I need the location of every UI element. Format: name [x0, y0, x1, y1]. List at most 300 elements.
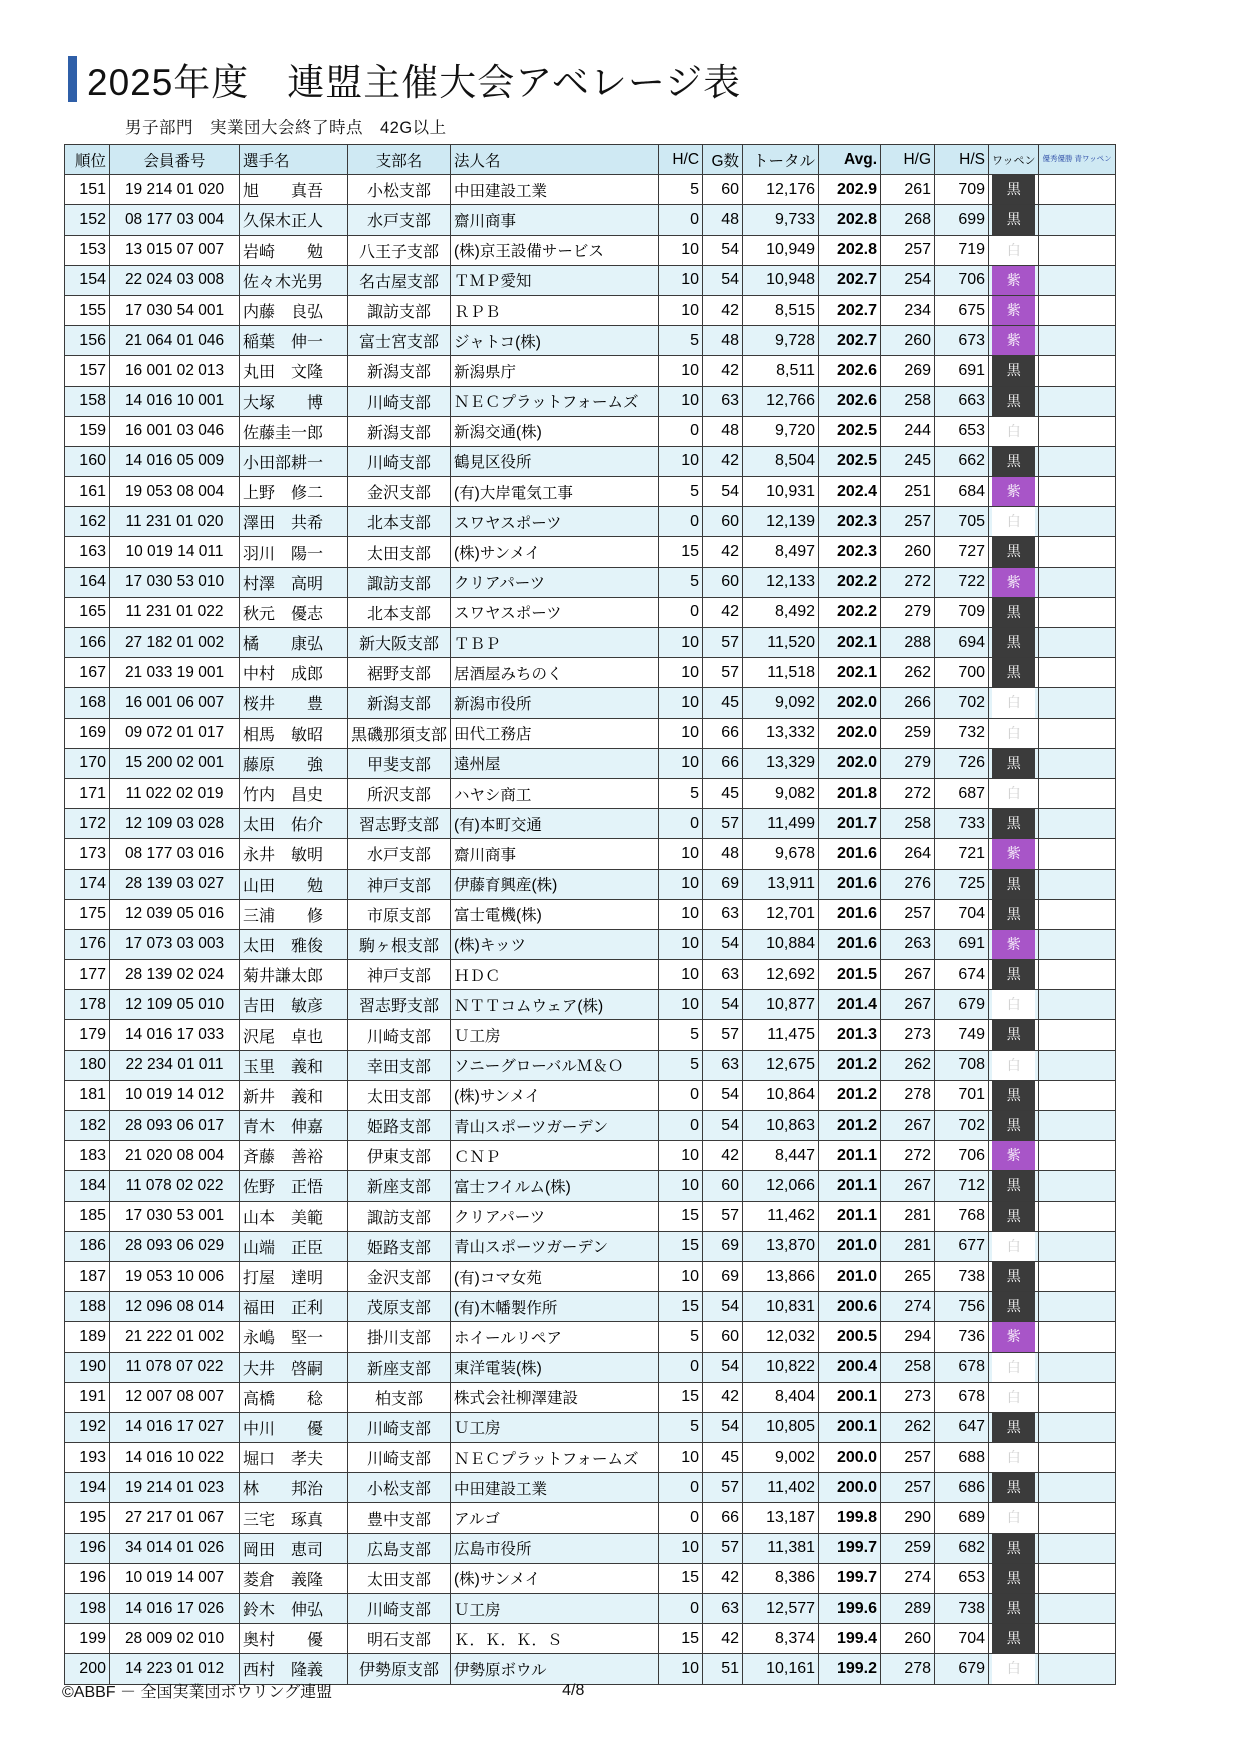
cell-corp: クリアパーツ	[451, 1201, 659, 1231]
table-row	[65, 1050, 1116, 1080]
cell-avg: 201.2	[819, 1050, 881, 1080]
cell-rank: 157	[65, 356, 110, 386]
cell-g: 66	[703, 1503, 743, 1533]
cell-avg: 199.6	[819, 1594, 881, 1624]
cell-id: 17 030 54 001	[110, 295, 240, 325]
cell-corp: Ｋ．Ｋ．Ｋ．Ｓ	[451, 1624, 659, 1654]
wappen-badge: 白	[992, 719, 1035, 748]
cell-hs: 678	[935, 1382, 989, 1412]
cell-avg: 199.7	[819, 1533, 881, 1563]
table-body	[65, 175, 1116, 1684]
cell-avg: 202.7	[819, 326, 881, 356]
cell-wappen	[989, 628, 1039, 658]
cell-id: 17 030 53 010	[110, 567, 240, 597]
cell-rank: 161	[65, 477, 110, 507]
cell-id: 11 022 02 019	[110, 778, 240, 808]
cell-blue-wappen	[1039, 1563, 1115, 1593]
cell-g: 57	[703, 658, 743, 688]
cell-rank: 196	[65, 1533, 110, 1563]
cell-g: 60	[703, 507, 743, 537]
cell-corp: 青山スポーツガーデン	[451, 1111, 659, 1141]
cell-corp: 新潟交通(株)	[451, 416, 659, 446]
cell-hg: 259	[881, 1533, 935, 1563]
cell-wappen	[989, 356, 1039, 386]
cell-hg: 274	[881, 1292, 935, 1322]
cell-total: 13,870	[743, 1231, 819, 1261]
cell-total: 12,032	[743, 1322, 819, 1352]
cell-wappen	[989, 1352, 1039, 1382]
cell-corp: ハヤシ商工	[451, 778, 659, 808]
cell-hs: 706	[935, 1141, 989, 1171]
cell-hg: 269	[881, 356, 935, 386]
cell-hg: 257	[881, 235, 935, 265]
cell-hs: 694	[935, 628, 989, 658]
cell-total: 13,329	[743, 748, 819, 778]
cell-avg: 201.6	[819, 839, 881, 869]
cell-id: 19 053 08 004	[110, 477, 240, 507]
table-row	[65, 235, 1116, 265]
title-accent-bar	[68, 56, 77, 102]
cell-blue-wappen	[1039, 869, 1115, 899]
cell-blue-wappen	[1039, 175, 1115, 205]
cell-blue-wappen	[1039, 507, 1115, 537]
cell-g: 63	[703, 386, 743, 416]
cell-g: 48	[703, 839, 743, 869]
cell-wappen	[989, 1533, 1039, 1563]
cell-hc: 10	[659, 748, 703, 778]
cell-total: 10,864	[743, 1080, 819, 1110]
cell-name: 羽川 陽一	[240, 537, 348, 567]
cell-wappen	[989, 1020, 1039, 1050]
cell-rank: 198	[65, 1594, 110, 1624]
wappen-badge: 白	[992, 779, 1035, 808]
cell-total: 10,161	[743, 1654, 819, 1684]
cell-avg: 202.7	[819, 295, 881, 325]
wappen-badge: 黒	[992, 205, 1035, 234]
cell-wappen	[989, 1050, 1039, 1080]
table-row	[65, 326, 1116, 356]
cell-name: 佐野 正悟	[240, 1171, 348, 1201]
cell-rank: 180	[65, 1050, 110, 1080]
cell-branch: 黒磯那須支部	[348, 718, 451, 748]
cell-avg: 202.8	[819, 205, 881, 235]
cell-total: 13,187	[743, 1503, 819, 1533]
cell-g: 48	[703, 326, 743, 356]
cell-hg: 281	[881, 1231, 935, 1261]
cell-wappen	[989, 778, 1039, 808]
cell-name: 太田 佑介	[240, 809, 348, 839]
cell-blue-wappen	[1039, 929, 1115, 959]
cell-avg: 200.1	[819, 1382, 881, 1412]
cell-corp: 遠州屋	[451, 748, 659, 778]
cell-hc: 0	[659, 809, 703, 839]
cell-hg: 276	[881, 869, 935, 899]
wappen-badge: 白	[992, 507, 1035, 536]
cell-id: 28 093 06 017	[110, 1111, 240, 1141]
cell-rank: 158	[65, 386, 110, 416]
cell-hg: 290	[881, 1503, 935, 1533]
cell-total: 10,884	[743, 929, 819, 959]
cell-hc: 10	[659, 960, 703, 990]
cell-rank: 173	[65, 839, 110, 869]
cell-branch: 諏訪支部	[348, 295, 451, 325]
table-row	[65, 748, 1116, 778]
cell-blue-wappen	[1039, 1171, 1115, 1201]
cell-wappen	[989, 658, 1039, 688]
cell-branch: 小松支部	[348, 175, 451, 205]
cell-id: 08 177 03 016	[110, 839, 240, 869]
average-table	[64, 144, 1116, 1685]
cell-blue-wappen	[1039, 537, 1115, 567]
cell-avg: 201.6	[819, 869, 881, 899]
cell-g: 57	[703, 1473, 743, 1503]
cell-corp: 鶴見区役所	[451, 446, 659, 476]
cell-total: 10,931	[743, 477, 819, 507]
cell-total: 9,082	[743, 778, 819, 808]
cell-corp: 齋川商事	[451, 205, 659, 235]
wappen-badge: 黒	[992, 1292, 1035, 1321]
cell-name: 青木 伸嘉	[240, 1111, 348, 1141]
cell-hg: 267	[881, 960, 935, 990]
cell-corp: 東洋電装(株)	[451, 1352, 659, 1382]
table-row	[65, 1352, 1116, 1382]
cell-avg: 201.1	[819, 1171, 881, 1201]
cell-name: 久保木正人	[240, 205, 348, 235]
cell-hc: 15	[659, 1292, 703, 1322]
cell-hs: 733	[935, 809, 989, 839]
cell-hs: 702	[935, 688, 989, 718]
cell-total: 12,701	[743, 899, 819, 929]
table-row	[65, 1111, 1116, 1141]
cell-id: 14 016 17 033	[110, 1020, 240, 1050]
cell-wappen	[989, 1563, 1039, 1593]
cell-branch: 新大阪支部	[348, 628, 451, 658]
cell-branch: 新潟支部	[348, 416, 451, 446]
cell-wappen	[989, 507, 1039, 537]
cell-corp: 中田建設工業	[451, 175, 659, 205]
cell-wappen	[989, 718, 1039, 748]
cell-avg: 199.4	[819, 1624, 881, 1654]
table-row	[65, 567, 1116, 597]
cell-hg: 279	[881, 748, 935, 778]
cell-hc: 10	[659, 839, 703, 869]
cell-hc: 10	[659, 1141, 703, 1171]
cell-avg: 202.2	[819, 567, 881, 597]
cell-hs: 653	[935, 1563, 989, 1593]
cell-total: 12,766	[743, 386, 819, 416]
cell-branch: 名古屋支部	[348, 265, 451, 295]
cell-corp: 中田建設工業	[451, 1473, 659, 1503]
cell-hs: 686	[935, 1473, 989, 1503]
cell-id: 12 109 03 028	[110, 809, 240, 839]
cell-wappen	[989, 326, 1039, 356]
cell-name: 堀口 孝夫	[240, 1443, 348, 1473]
cell-corp: ＴＭＰ愛知	[451, 265, 659, 295]
cell-branch: 裾野支部	[348, 658, 451, 688]
cell-g: 45	[703, 778, 743, 808]
table-row	[65, 778, 1116, 808]
cell-rank: 169	[65, 718, 110, 748]
cell-corp: クリアパーツ	[451, 567, 659, 597]
cell-g: 57	[703, 1020, 743, 1050]
cell-id: 11 078 07 022	[110, 1352, 240, 1382]
cell-corp: Ｕ工房	[451, 1020, 659, 1050]
cell-g: 54	[703, 990, 743, 1020]
cell-hs: 768	[935, 1201, 989, 1231]
table-row	[65, 1322, 1116, 1352]
cell-blue-wappen	[1039, 1201, 1115, 1231]
cell-hg: 245	[881, 446, 935, 476]
cell-blue-wappen	[1039, 265, 1115, 295]
cell-total: 12,066	[743, 1171, 819, 1201]
cell-hs: 756	[935, 1292, 989, 1322]
cell-blue-wappen	[1039, 1624, 1115, 1654]
cell-name: 菱倉 義隆	[240, 1563, 348, 1593]
cell-blue-wappen	[1039, 1261, 1115, 1291]
table-row	[65, 537, 1116, 567]
cell-hg: 263	[881, 929, 935, 959]
cell-hg: 288	[881, 628, 935, 658]
cell-avg: 200.0	[819, 1443, 881, 1473]
cell-rank: 193	[65, 1443, 110, 1473]
cell-hs: 653	[935, 416, 989, 446]
cell-hs: 722	[935, 567, 989, 597]
cell-id: 19 053 10 006	[110, 1261, 240, 1291]
cell-branch: 姫路支部	[348, 1111, 451, 1141]
cell-hg: 257	[881, 899, 935, 929]
cell-corp: (株)サンメイ	[451, 1563, 659, 1593]
cell-avg: 201.5	[819, 960, 881, 990]
page-title: 2025年度 連盟主催大会アベレージ表	[87, 62, 742, 103]
cell-corp: ジャトコ(株)	[451, 326, 659, 356]
cell-hc: 10	[659, 899, 703, 929]
cell-avg: 202.4	[819, 477, 881, 507]
cell-hs: 677	[935, 1231, 989, 1261]
table-header	[65, 145, 1116, 175]
table-row	[65, 1231, 1116, 1261]
col-player-name: 選手名	[240, 145, 348, 175]
table-row	[65, 1080, 1116, 1110]
cell-name: 佐藤圭一郎	[240, 416, 348, 446]
cell-wappen	[989, 809, 1039, 839]
cell-branch: 姫路支部	[348, 1231, 451, 1261]
cell-name: 秋元 優志	[240, 597, 348, 627]
cell-hg: 294	[881, 1322, 935, 1352]
cell-id: 14 016 17 027	[110, 1412, 240, 1442]
table-row	[65, 205, 1116, 235]
cell-hc: 10	[659, 658, 703, 688]
footer	[60, 1679, 1180, 1702]
cell-blue-wappen	[1039, 688, 1115, 718]
cell-total: 8,404	[743, 1382, 819, 1412]
table-row	[65, 688, 1116, 718]
wappen-badge: 紫	[992, 1322, 1035, 1351]
cell-hc: 10	[659, 718, 703, 748]
cell-hg: 264	[881, 839, 935, 869]
cell-branch: 茂原支部	[348, 1292, 451, 1322]
cell-avg: 200.5	[819, 1322, 881, 1352]
cell-id: 19 214 01 023	[110, 1473, 240, 1503]
cell-corp: (有)コマ女苑	[451, 1261, 659, 1291]
cell-wappen	[989, 446, 1039, 476]
table-row	[65, 1020, 1116, 1050]
cell-name: 西村 隆義	[240, 1654, 348, 1684]
cell-branch: 諏訪支部	[348, 567, 451, 597]
cell-wappen	[989, 295, 1039, 325]
cell-rank: 170	[65, 748, 110, 778]
table-row	[65, 1171, 1116, 1201]
cell-hg: 244	[881, 416, 935, 446]
cell-avg: 202.0	[819, 748, 881, 778]
cell-branch: 北本支部	[348, 597, 451, 627]
cell-wappen	[989, 688, 1039, 718]
cell-rank: 192	[65, 1412, 110, 1442]
cell-blue-wappen	[1039, 416, 1115, 446]
cell-branch: 豊中支部	[348, 1503, 451, 1533]
cell-hs: 705	[935, 507, 989, 537]
cell-hg: 234	[881, 295, 935, 325]
cell-rank: 177	[65, 960, 110, 990]
cell-total: 10,805	[743, 1412, 819, 1442]
col-rank: 順位	[65, 145, 110, 175]
cell-hc: 10	[659, 1654, 703, 1684]
cell-wappen	[989, 597, 1039, 627]
cell-blue-wappen	[1039, 748, 1115, 778]
cell-hc: 5	[659, 175, 703, 205]
table-row	[65, 1503, 1116, 1533]
cell-g: 54	[703, 1292, 743, 1322]
cell-avg: 201.4	[819, 990, 881, 1020]
cell-hs: 662	[935, 446, 989, 476]
cell-hc: 15	[659, 537, 703, 567]
cell-wappen	[989, 175, 1039, 205]
cell-blue-wappen	[1039, 658, 1115, 688]
cell-branch: 新座支部	[348, 1352, 451, 1382]
cell-g: 60	[703, 1322, 743, 1352]
cell-name: 福田 正利	[240, 1292, 348, 1322]
cell-g: 60	[703, 1171, 743, 1201]
table-row	[65, 1624, 1116, 1654]
cell-g: 60	[703, 175, 743, 205]
wappen-badge: 黒	[992, 658, 1035, 687]
cell-rank: 183	[65, 1141, 110, 1171]
cell-g: 69	[703, 1231, 743, 1261]
cell-branch: 水戸支部	[348, 839, 451, 869]
cell-rank: 159	[65, 416, 110, 446]
cell-wappen	[989, 1261, 1039, 1291]
cell-hc: 10	[659, 446, 703, 476]
cell-rank: 195	[65, 1503, 110, 1533]
cell-corp: ＮＥＣプラットフォームズ	[451, 1443, 659, 1473]
table-row	[65, 809, 1116, 839]
cell-id: 11 231 01 022	[110, 597, 240, 627]
cell-hs: 688	[935, 1443, 989, 1473]
col-total: トータル	[743, 145, 819, 175]
cell-name: 玉里 義和	[240, 1050, 348, 1080]
cell-hc: 0	[659, 1111, 703, 1141]
cell-name: 奥村 優	[240, 1624, 348, 1654]
cell-rank: 165	[65, 597, 110, 627]
cell-branch: 市原支部	[348, 899, 451, 929]
col-member-id: 会員番号	[110, 145, 240, 175]
cell-avg: 202.5	[819, 416, 881, 446]
cell-rank: 184	[65, 1171, 110, 1201]
cell-corp: (株)京王設備サービス	[451, 235, 659, 265]
cell-name: 鈴木 伸弘	[240, 1594, 348, 1624]
cell-rank: 162	[65, 507, 110, 537]
cell-id: 13 015 07 007	[110, 235, 240, 265]
cell-id: 16 001 06 007	[110, 688, 240, 718]
cell-hg: 268	[881, 205, 935, 235]
cell-blue-wappen	[1039, 1352, 1115, 1382]
cell-id: 27 182 01 002	[110, 628, 240, 658]
cell-corp: 新潟県庁	[451, 356, 659, 386]
cell-blue-wappen	[1039, 718, 1115, 748]
cell-corp: 田代工務店	[451, 718, 659, 748]
cell-rank: 190	[65, 1352, 110, 1382]
cell-corp: 株式会社柳澤建設	[451, 1382, 659, 1412]
cell-corp: ＣＮＰ	[451, 1141, 659, 1171]
cell-total: 10,831	[743, 1292, 819, 1322]
cell-id: 28 009 02 010	[110, 1624, 240, 1654]
cell-corp: (株)サンメイ	[451, 537, 659, 567]
cell-name: 上野 修二	[240, 477, 348, 507]
cell-rank: 199	[65, 1624, 110, 1654]
cell-branch: 川崎支部	[348, 1412, 451, 1442]
cell-rank: 189	[65, 1322, 110, 1352]
cell-avg: 202.0	[819, 718, 881, 748]
cell-rank: 154	[65, 265, 110, 295]
cell-wappen	[989, 205, 1039, 235]
cell-name: 林 邦治	[240, 1473, 348, 1503]
cell-id: 08 177 03 004	[110, 205, 240, 235]
cell-blue-wappen	[1039, 567, 1115, 597]
cell-branch: 習志野支部	[348, 990, 451, 1020]
cell-id: 14 223 01 012	[110, 1654, 240, 1684]
cell-hs: 663	[935, 386, 989, 416]
cell-g: 63	[703, 1050, 743, 1080]
wappen-badge: 黒	[992, 1081, 1035, 1110]
cell-rank: 167	[65, 658, 110, 688]
wappen-badge: 黒	[992, 1473, 1035, 1502]
cell-g: 48	[703, 416, 743, 446]
cell-blue-wappen	[1039, 1080, 1115, 1110]
cell-rank: 163	[65, 537, 110, 567]
cell-rank: 200	[65, 1654, 110, 1684]
cell-rank: 166	[65, 628, 110, 658]
cell-blue-wappen	[1039, 778, 1115, 808]
cell-corp: アルゴ	[451, 1503, 659, 1533]
cell-hc: 5	[659, 477, 703, 507]
table-row	[65, 1563, 1116, 1593]
cell-g: 69	[703, 869, 743, 899]
cell-branch: 駒ヶ根支部	[348, 929, 451, 959]
cell-g: 54	[703, 235, 743, 265]
col-games: G数	[703, 145, 743, 175]
cell-hc: 0	[659, 1473, 703, 1503]
cell-wappen	[989, 839, 1039, 869]
cell-blue-wappen	[1039, 1382, 1115, 1412]
title-row	[68, 52, 1180, 106]
cell-corp: 富士フイルム(株)	[451, 1171, 659, 1201]
cell-branch: 金沢支部	[348, 1261, 451, 1291]
wappen-badge: 白	[992, 1654, 1035, 1683]
cell-rank: 152	[65, 205, 110, 235]
cell-name: 新井 義和	[240, 1080, 348, 1110]
cell-total: 8,504	[743, 446, 819, 476]
cell-rank: 160	[65, 446, 110, 476]
table-row	[65, 295, 1116, 325]
